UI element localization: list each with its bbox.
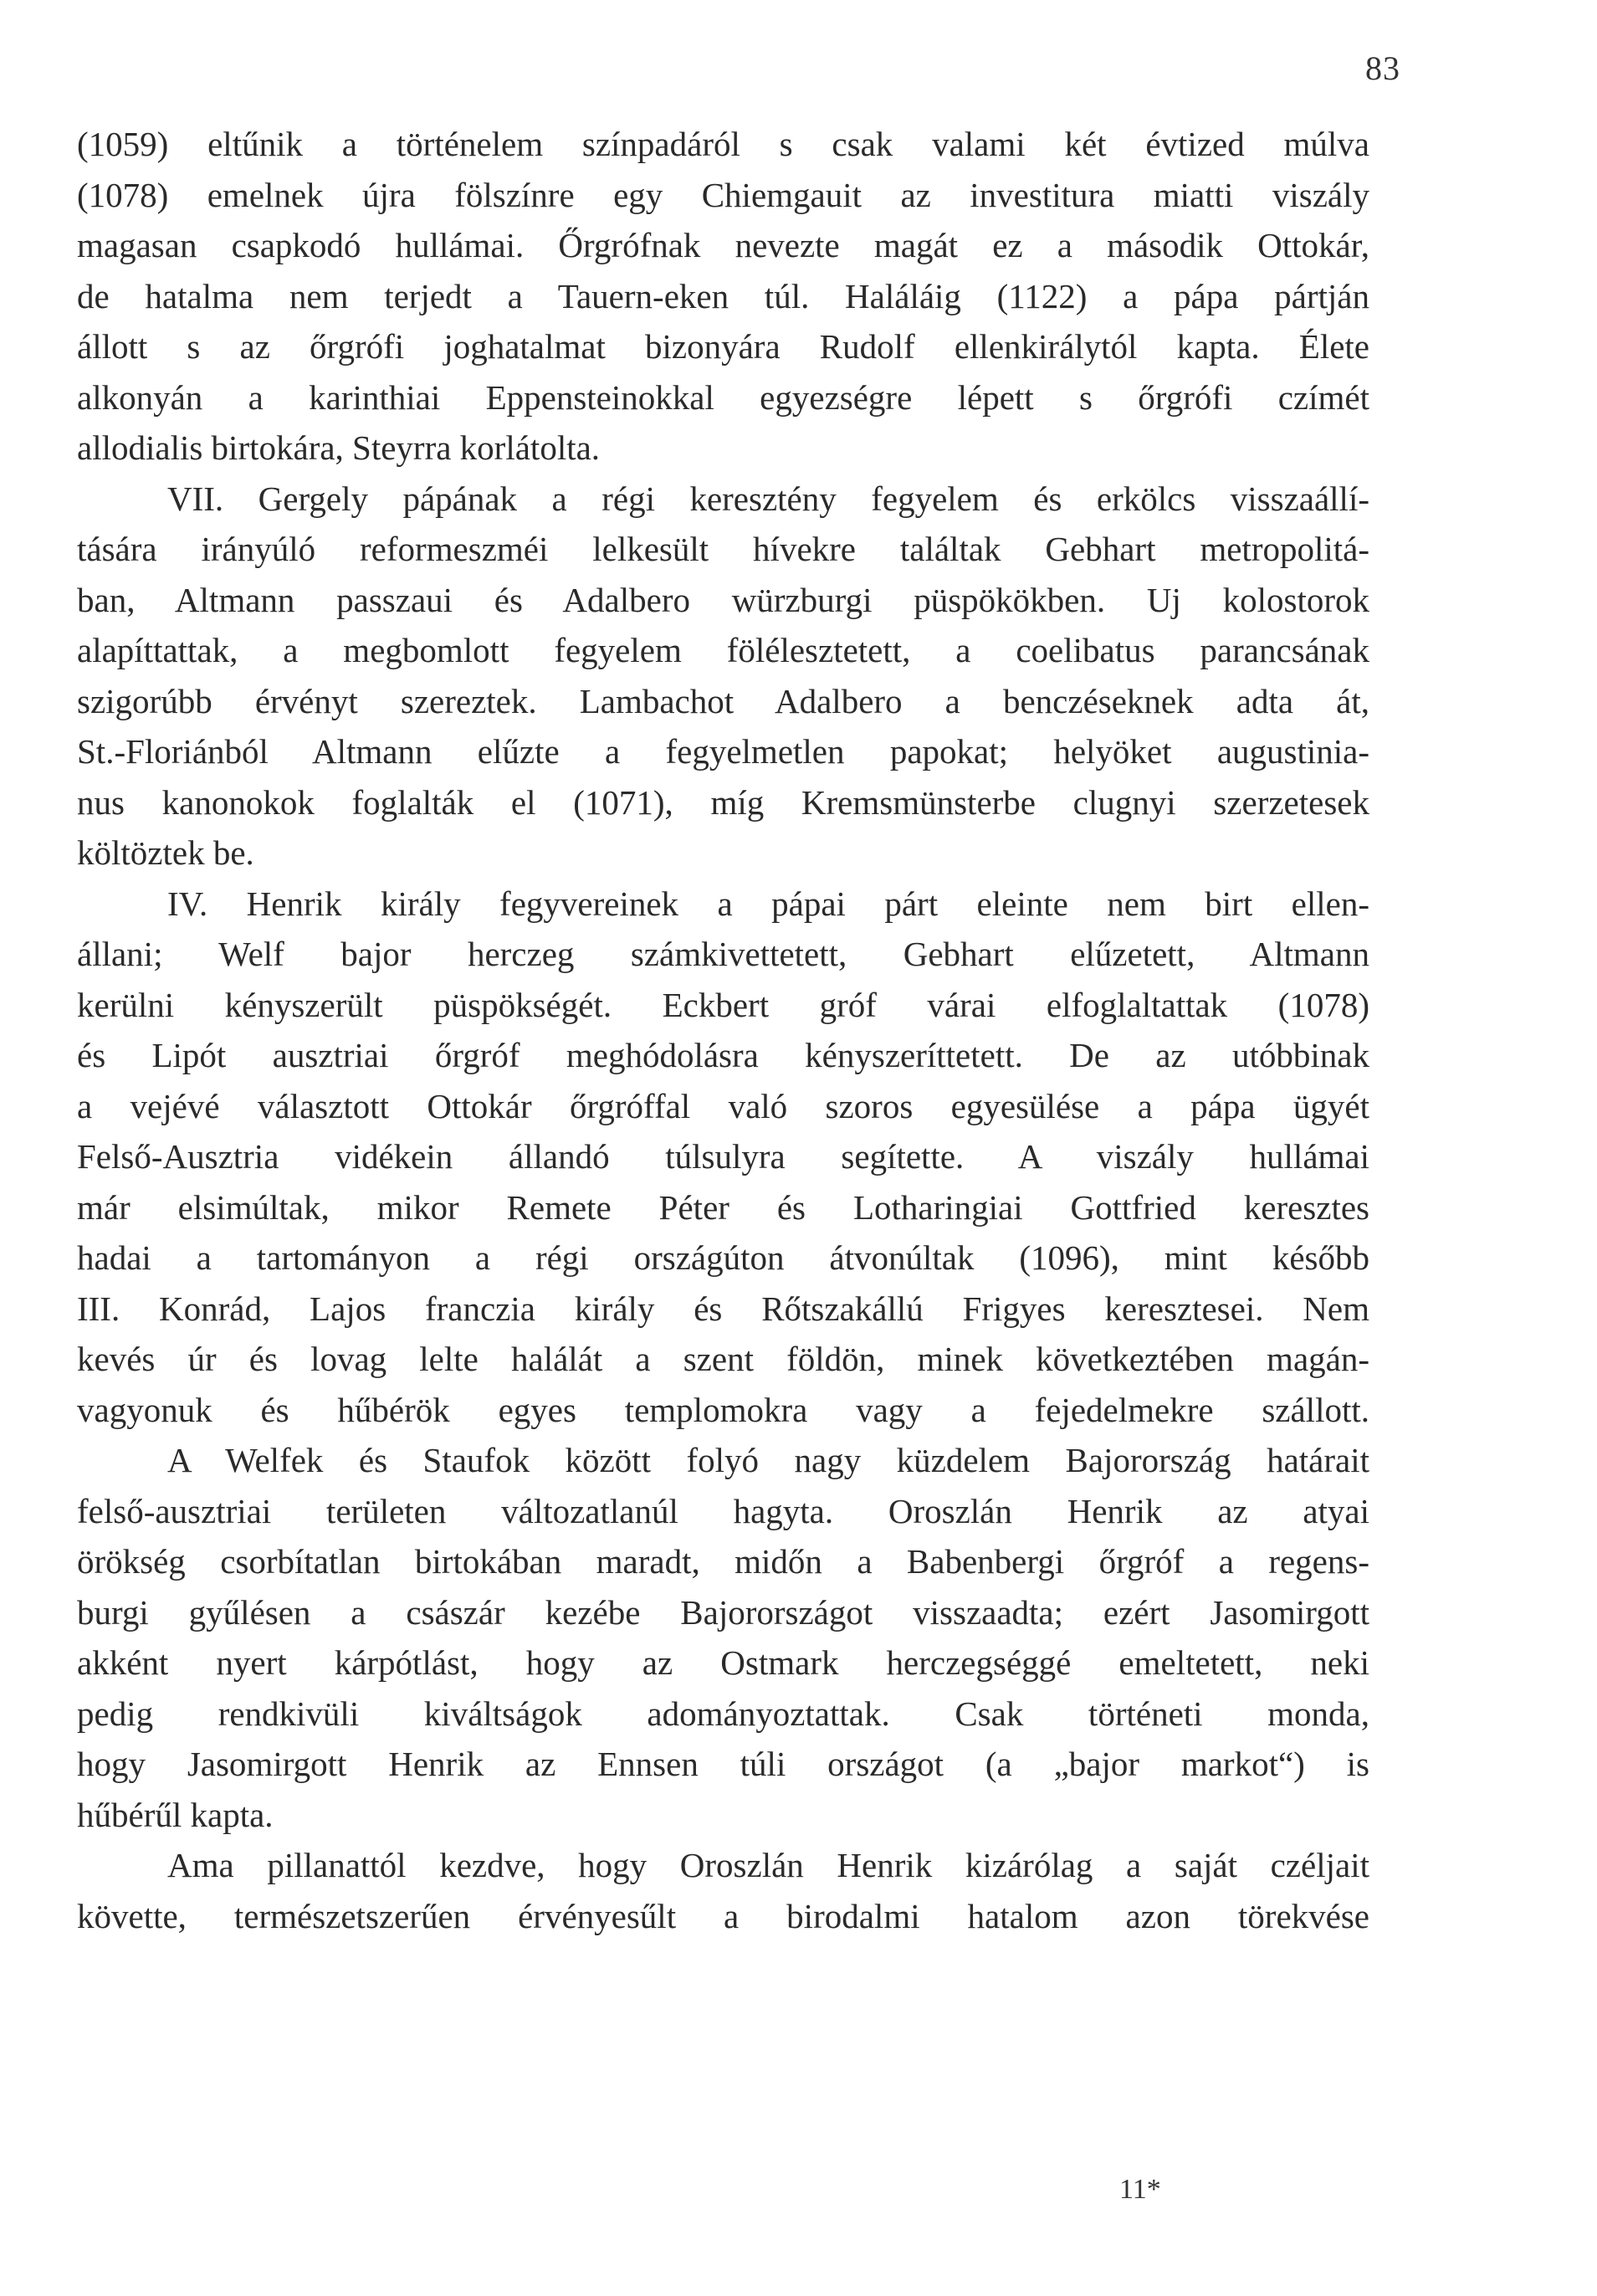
text-line: Felső-Ausztria vidékein állandó túlsulyra segítette. A viszály hullámai [77, 1137, 1369, 1176]
text-line: szigorúbb érvényt szereztek. Lambachot Adalbero a benczéseknek adta át, [77, 681, 1369, 720]
body-text [77, 119, 1369, 1941]
text-line: (1078) emelnek újra fölszínre egy Chiemgauit az investitura miatti viszály [77, 175, 1369, 214]
text-line: alkonyán a karinthiai Eppensteinokkal egyezségre lépett s őrgrófi czímét [77, 377, 1369, 417]
text-line: vagyonuk és hűbérök egyes templomokra vagy a fejedelmekre szállott. [77, 1390, 1369, 1429]
text-line: már elsimúltak, mikor Remete Péter és Lotharingiai Gottfried keresztes [77, 1187, 1369, 1227]
text-line: a vejévé választott Ottokár őrgróffal való szoros egyesülése a pápa ügyét [77, 1086, 1369, 1125]
text-line: Ama pillanattól kezdve, hogy Oroszlán Henrik kizárólag a saját czéljait [167, 1846, 1369, 1884]
text-line: allodialis birtokára, Steyrra korlátolta. [77, 428, 601, 467]
printer-signature-mark: 11* [1119, 2174, 1161, 2205]
text-line: hűbérűl kapta. [77, 1795, 274, 1834]
text-line: pedig rendkivüli kiváltságok adományoztattak. Csak történeti monda, [77, 1694, 1369, 1733]
text-line: felső-ausztriai területen változatlanúl hagyta. Oroszlán Henrik az atyai [77, 1491, 1369, 1530]
text-line: de hatalma nem terjedt a Tauern-eken túl. Haláláig (1122) a pápa pártján [77, 276, 1369, 315]
text-line: nus kanonokok foglalták el (1071), míg Kremsmünsterbe clugnyi szerzetesek [77, 782, 1369, 822]
text-line: (1059) eltűnik a történelem színpadáról s csak valami két évtized múlva [77, 125, 1369, 163]
text-line: örökség csorbítatlan birtokában maradt, midőn a Babenbergi őrgróf a regens- [77, 1542, 1369, 1581]
page-number: 83 [1365, 49, 1400, 87]
text-line: tására irányúló reformeszméi lelkesült hívekre találtak Gebhart metropolitá- [77, 530, 1369, 568]
text-line: hogy Jasomirgott Henrik az Ennsen túli országot (a „bajor markot“) is [77, 1745, 1369, 1783]
text-line: állani; Welf bajor herczeg számkivettetett, Gebhart elűzetett, Altmann [77, 935, 1369, 973]
text-line: IV. Henrik király fegyvereinek a pápai párt eleinte nem birt ellen- [167, 884, 1369, 923]
text-line: burgi gyűlésen a császár kezébe Bajorországot visszaadta; ezért Jasomirgott [77, 1592, 1369, 1632]
text-line: kevés úr és lovag lelte halálát a szent földön, minek következtében magán- [77, 1340, 1369, 1378]
text-line: akként nyert kárpótlást, hogy az Ostmark herczegséggé emeltetett, neki [77, 1643, 1369, 1682]
text-line: VII. Gergely pápának a régi keresztény fegyelem és erkölcs visszaállí- [167, 479, 1369, 518]
text-line: költöztek be. [77, 833, 254, 872]
text-line: A Welfek és Staufok között folyó nagy küzdelem Bajorország határait [167, 1441, 1369, 1479]
text-line: magasan csapkodó hullámai. Őrgrófnak nevezte magát ez a második Ottokár, [77, 226, 1369, 264]
text-line: ban, Altmann passzaui és Adalbero würzburgi püspökökben. Uj kolostorok [77, 580, 1369, 619]
text-line: állott s az őrgrófi joghatalmat bizonyára Rudolf ellenkirálytól kapta. Élete [77, 327, 1369, 366]
text-line: alapíttattak, a megbomlott fegyelem fölélesztetett, a coelibatus parancsának [77, 631, 1369, 669]
text-line: hadai a tartományon a régi országúton átvonúltak (1096), mint később [77, 1238, 1369, 1277]
text-line: St.-Floriánból Altmann elűzte a fegyelmetlen papokat; helyöket augustinia- [77, 732, 1369, 771]
text-line: követte, természetszerűen érvényesűlt a birodalmi hatalom azon törekvése [77, 1896, 1369, 1935]
text-line: III. Konrád, Lajos franczia király és Rőtszakállú Frigyes keresztesei. Nem [77, 1289, 1369, 1328]
text-line: és Lipót ausztriai őrgróf meghódolásra kényszeríttetett. De az utóbbinak [77, 1036, 1369, 1074]
text-line: kerülni kényszerült püspökségét. Eckbert gróf várai elfoglaltattak (1078) [77, 985, 1369, 1024]
